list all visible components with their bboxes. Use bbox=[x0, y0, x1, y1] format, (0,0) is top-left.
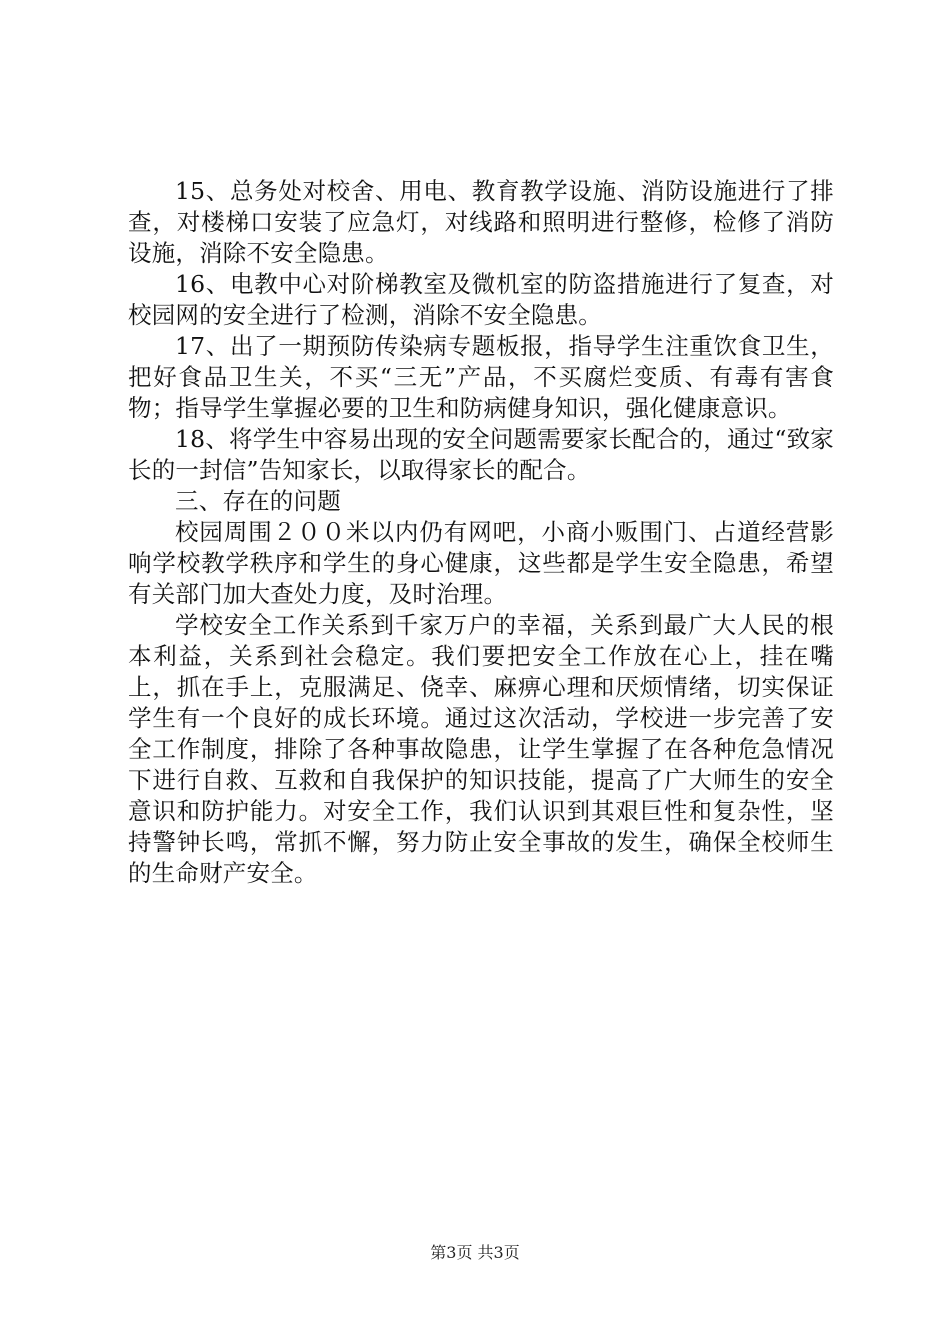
page-footer: 第3页 共3页 bbox=[430, 1243, 520, 1262]
paragraph-item-15: 15、总务处对校舍、用电、教育教学设施、消防设施进行了排查，对楼梯口安装了应急灯，对线路和照明进行整修，检修了消防设施，消除不安全隐患。 bbox=[128, 177, 834, 267]
paragraph-item-17: 17、出了一期预防传染病专题板报，指导学生注重饮食卫生，把好食品卫生关，不买“三无”产品，不买腐烂变质、有毒有害食物；指导学生掌握必要的卫生和防病健身知识，强化健康意识。 bbox=[128, 332, 834, 422]
document-body bbox=[128, 176, 834, 889]
section-heading-issues: 三、存在的问题 bbox=[175, 487, 341, 515]
paragraph-item-16: 16、电教中心对阶梯教室及微机室的防盗措施进行了复查，对校园网的安全进行了检测，消除不安全隐患。 bbox=[128, 270, 834, 329]
paragraph-item-18: 18、将学生中容易出现的安全问题需要家长配合的，通过“致家长的一封信”告知家长，以取得家长的配合。 bbox=[128, 425, 834, 484]
paragraph-conclusion: 学校安全工作关系到千家万户的幸福，关系到最广大人民的根本利益，关系到社会稳定。我们要把安全工作放在心上，挂在嘴上，抓在手上，克服满足、侥幸、麻痹心理和厌烦情绪，切实保证学生有一个良好的成长环境。通过这次活动，学校进一步完善了安全工作制度，排除了各种事故隐患，让学生掌握了在各种危急情况下进行自救、互救和自我保护的知识技能，提高了广大师生的安全意识和防护能力。对安全工作，我们认识到其艰巨性和复杂性，坚持警钟长鸣，常抓不懈，努力防止安全事故的发生，确保全校师生的生命财产安全。 bbox=[128, 611, 834, 887]
paragraph-issues: 校园周围２００米以内仍有网吧，小商小贩围门、占道经营影响学校教学秩序和学生的身心健康，这些都是学生安全隐患，希望有关部门加大查处力度，及时治理。 bbox=[128, 518, 834, 608]
